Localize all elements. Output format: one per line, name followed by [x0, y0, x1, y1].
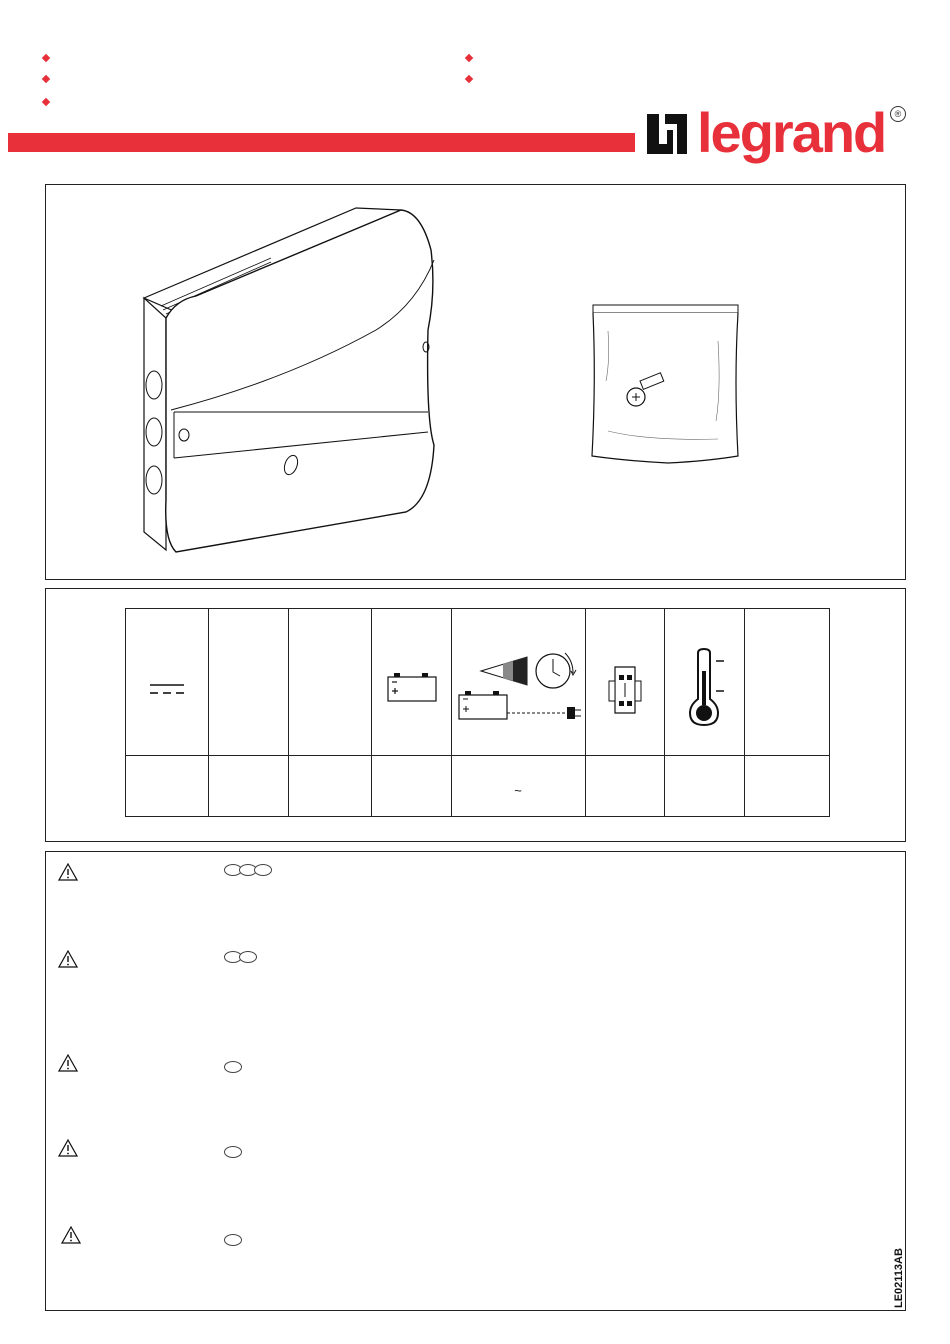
spec-table [125, 608, 830, 817]
header-red-bar [8, 133, 635, 152]
product-panel [45, 184, 906, 580]
brand-name: legrand [697, 101, 886, 164]
language-markers [224, 1061, 239, 1073]
warning-triangle-icon [58, 1139, 78, 1157]
battery-icon [386, 669, 440, 703]
language-marker [224, 1061, 242, 1073]
registered-mark: ® [890, 106, 906, 122]
battery-charge-time-icon [455, 639, 585, 729]
language-marker [254, 864, 272, 876]
language-marker [224, 1234, 242, 1246]
legrand-logo [645, 101, 907, 172]
header-bullet [465, 54, 473, 62]
warning-triangle-icon [58, 863, 78, 881]
document-reference-code: LE02113AB [893, 1248, 905, 1308]
language-markers [224, 1146, 239, 1158]
warnings-panel [45, 851, 906, 1311]
language-marker [239, 951, 257, 963]
header-bullet [42, 54, 50, 62]
warning-triangle-icon [58, 950, 78, 968]
language-markers [224, 1234, 239, 1246]
dc-current-icon [148, 681, 188, 701]
din-module-icon [605, 661, 645, 721]
header-bullet [42, 75, 50, 83]
language-markers [224, 864, 269, 876]
header-bullet [42, 98, 50, 106]
legrand-mark-icon [645, 110, 691, 160]
spec-value: ~ [514, 783, 522, 798]
warning-triangle-icon [61, 1226, 81, 1244]
language-marker [224, 1146, 242, 1158]
warning-triangle-icon [58, 1054, 78, 1072]
screw-bag-illustration [588, 301, 748, 471]
header-bullet [465, 75, 473, 83]
thermometer-icon [684, 647, 734, 727]
enclosure-illustration [136, 200, 466, 570]
language-markers [224, 951, 254, 963]
